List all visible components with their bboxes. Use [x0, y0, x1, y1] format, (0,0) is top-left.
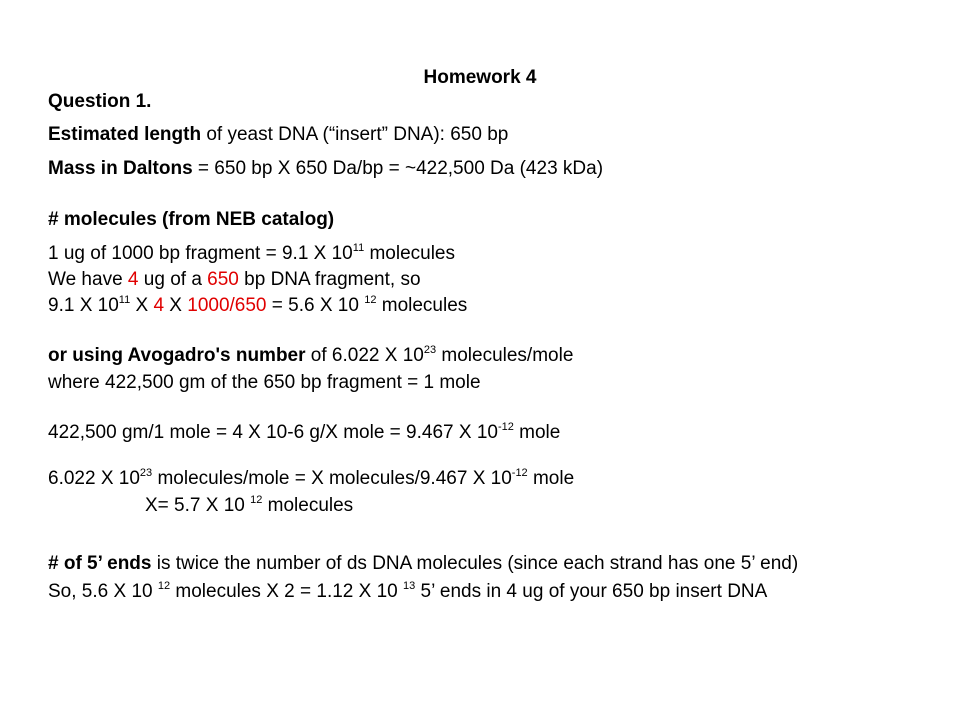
have-length-highlight: 650 — [207, 269, 239, 290]
slide-title: Homework 4 — [423, 67, 537, 88]
estimated-length-label: Estimated length — [48, 124, 202, 145]
avogadro-line — [48, 344, 573, 368]
have-line — [48, 268, 421, 292]
calc-text-4: = 5.6 X 10 — [266, 295, 365, 316]
molecules-heading — [48, 208, 334, 232]
calc-ratio-highlight: 1000/650 — [187, 295, 267, 316]
mole-line — [48, 421, 560, 445]
where-line: where 422,500 gm of the 650 bp fragment = 1 mole — [48, 372, 481, 393]
avogadro-label: or using Avogadro's number — [48, 345, 306, 366]
x-result-exponent: 12 — [250, 493, 263, 506]
estimated-length-line — [48, 123, 508, 147]
avogadro-unit: molecules/mole — [436, 345, 574, 366]
calc-text-2: X — [130, 295, 154, 316]
have-text: We have — [48, 269, 128, 290]
mass-label: Mass in Daltons — [48, 158, 193, 179]
calc-unit: molecules — [376, 295, 468, 316]
x-result-line — [145, 494, 353, 518]
so-text-3: 5’ ends in 4 ug of your 650 bp insert DNA — [415, 581, 768, 602]
x-result-text: X= 5.7 X 10 — [145, 495, 251, 516]
ratio-unit: mole — [527, 468, 575, 489]
calc-text: 9.1 X 10 — [48, 295, 119, 316]
calc-text-3: X — [164, 295, 188, 316]
molecules-heading-label: # molecules (from NEB catalog) — [48, 209, 335, 230]
calc-amount-highlight: 4 — [153, 295, 165, 316]
x-result-unit: molecules — [262, 495, 354, 516]
ratio-text: 6.022 X 10 — [48, 468, 140, 489]
so-exponent-2: 13 — [403, 579, 416, 592]
avogadro-text: of 6.022 X 10 — [305, 345, 424, 366]
calc-exponent-2: 12 — [364, 293, 377, 306]
calc-exponent: 11 — [118, 293, 131, 306]
avogadro-exponent: 23 — [423, 343, 437, 356]
ratio-text-2: molecules/mole = X molecules/9.467 X 10 — [152, 468, 512, 489]
question-label: Question 1. — [48, 91, 152, 112]
estimated-length-text: of yeast DNA (“insert” DNA): 650 bp — [201, 124, 509, 145]
ends-line — [48, 552, 798, 576]
question-heading — [48, 90, 151, 114]
have-amount-highlight: 4 — [127, 269, 139, 290]
ratio-exponent: 23 — [139, 466, 153, 479]
neb-text: 1 ug of 1000 bp fragment = 9.1 X 10 — [48, 243, 353, 264]
neb-exponent: 11 — [352, 241, 365, 254]
mole-text: 422,500 gm/1 mole = 4 X 10-6 g/X mole = 9.467 X 10 — [48, 422, 498, 443]
so-text: So, 5.6 X 10 — [48, 581, 158, 602]
mole-unit: mole — [513, 422, 561, 443]
ends-text: is twice the number of ds DNA molecules (since each strand has one 5’ end) — [151, 553, 799, 574]
ratio-line — [48, 467, 574, 491]
calc-line — [48, 294, 467, 318]
mole-exponent: -12 — [497, 420, 514, 433]
so-text-2: molecules X 2 = 1.12 X 10 — [170, 581, 403, 602]
have-text-2: ug of a — [138, 269, 208, 290]
so-exponent: 12 — [157, 579, 171, 592]
neb-unit: molecules — [364, 243, 456, 264]
ends-label: # of 5’ ends — [48, 553, 152, 574]
have-text-3: bp DNA fragment, so — [238, 269, 421, 290]
so-line — [48, 580, 767, 604]
mass-line — [48, 157, 603, 181]
neb-line — [48, 242, 455, 266]
mass-text: = 650 bp X 650 Da/bp = ~422,500 Da (423 kDa) — [192, 158, 604, 179]
ratio-exponent-2: -12 — [511, 466, 528, 479]
